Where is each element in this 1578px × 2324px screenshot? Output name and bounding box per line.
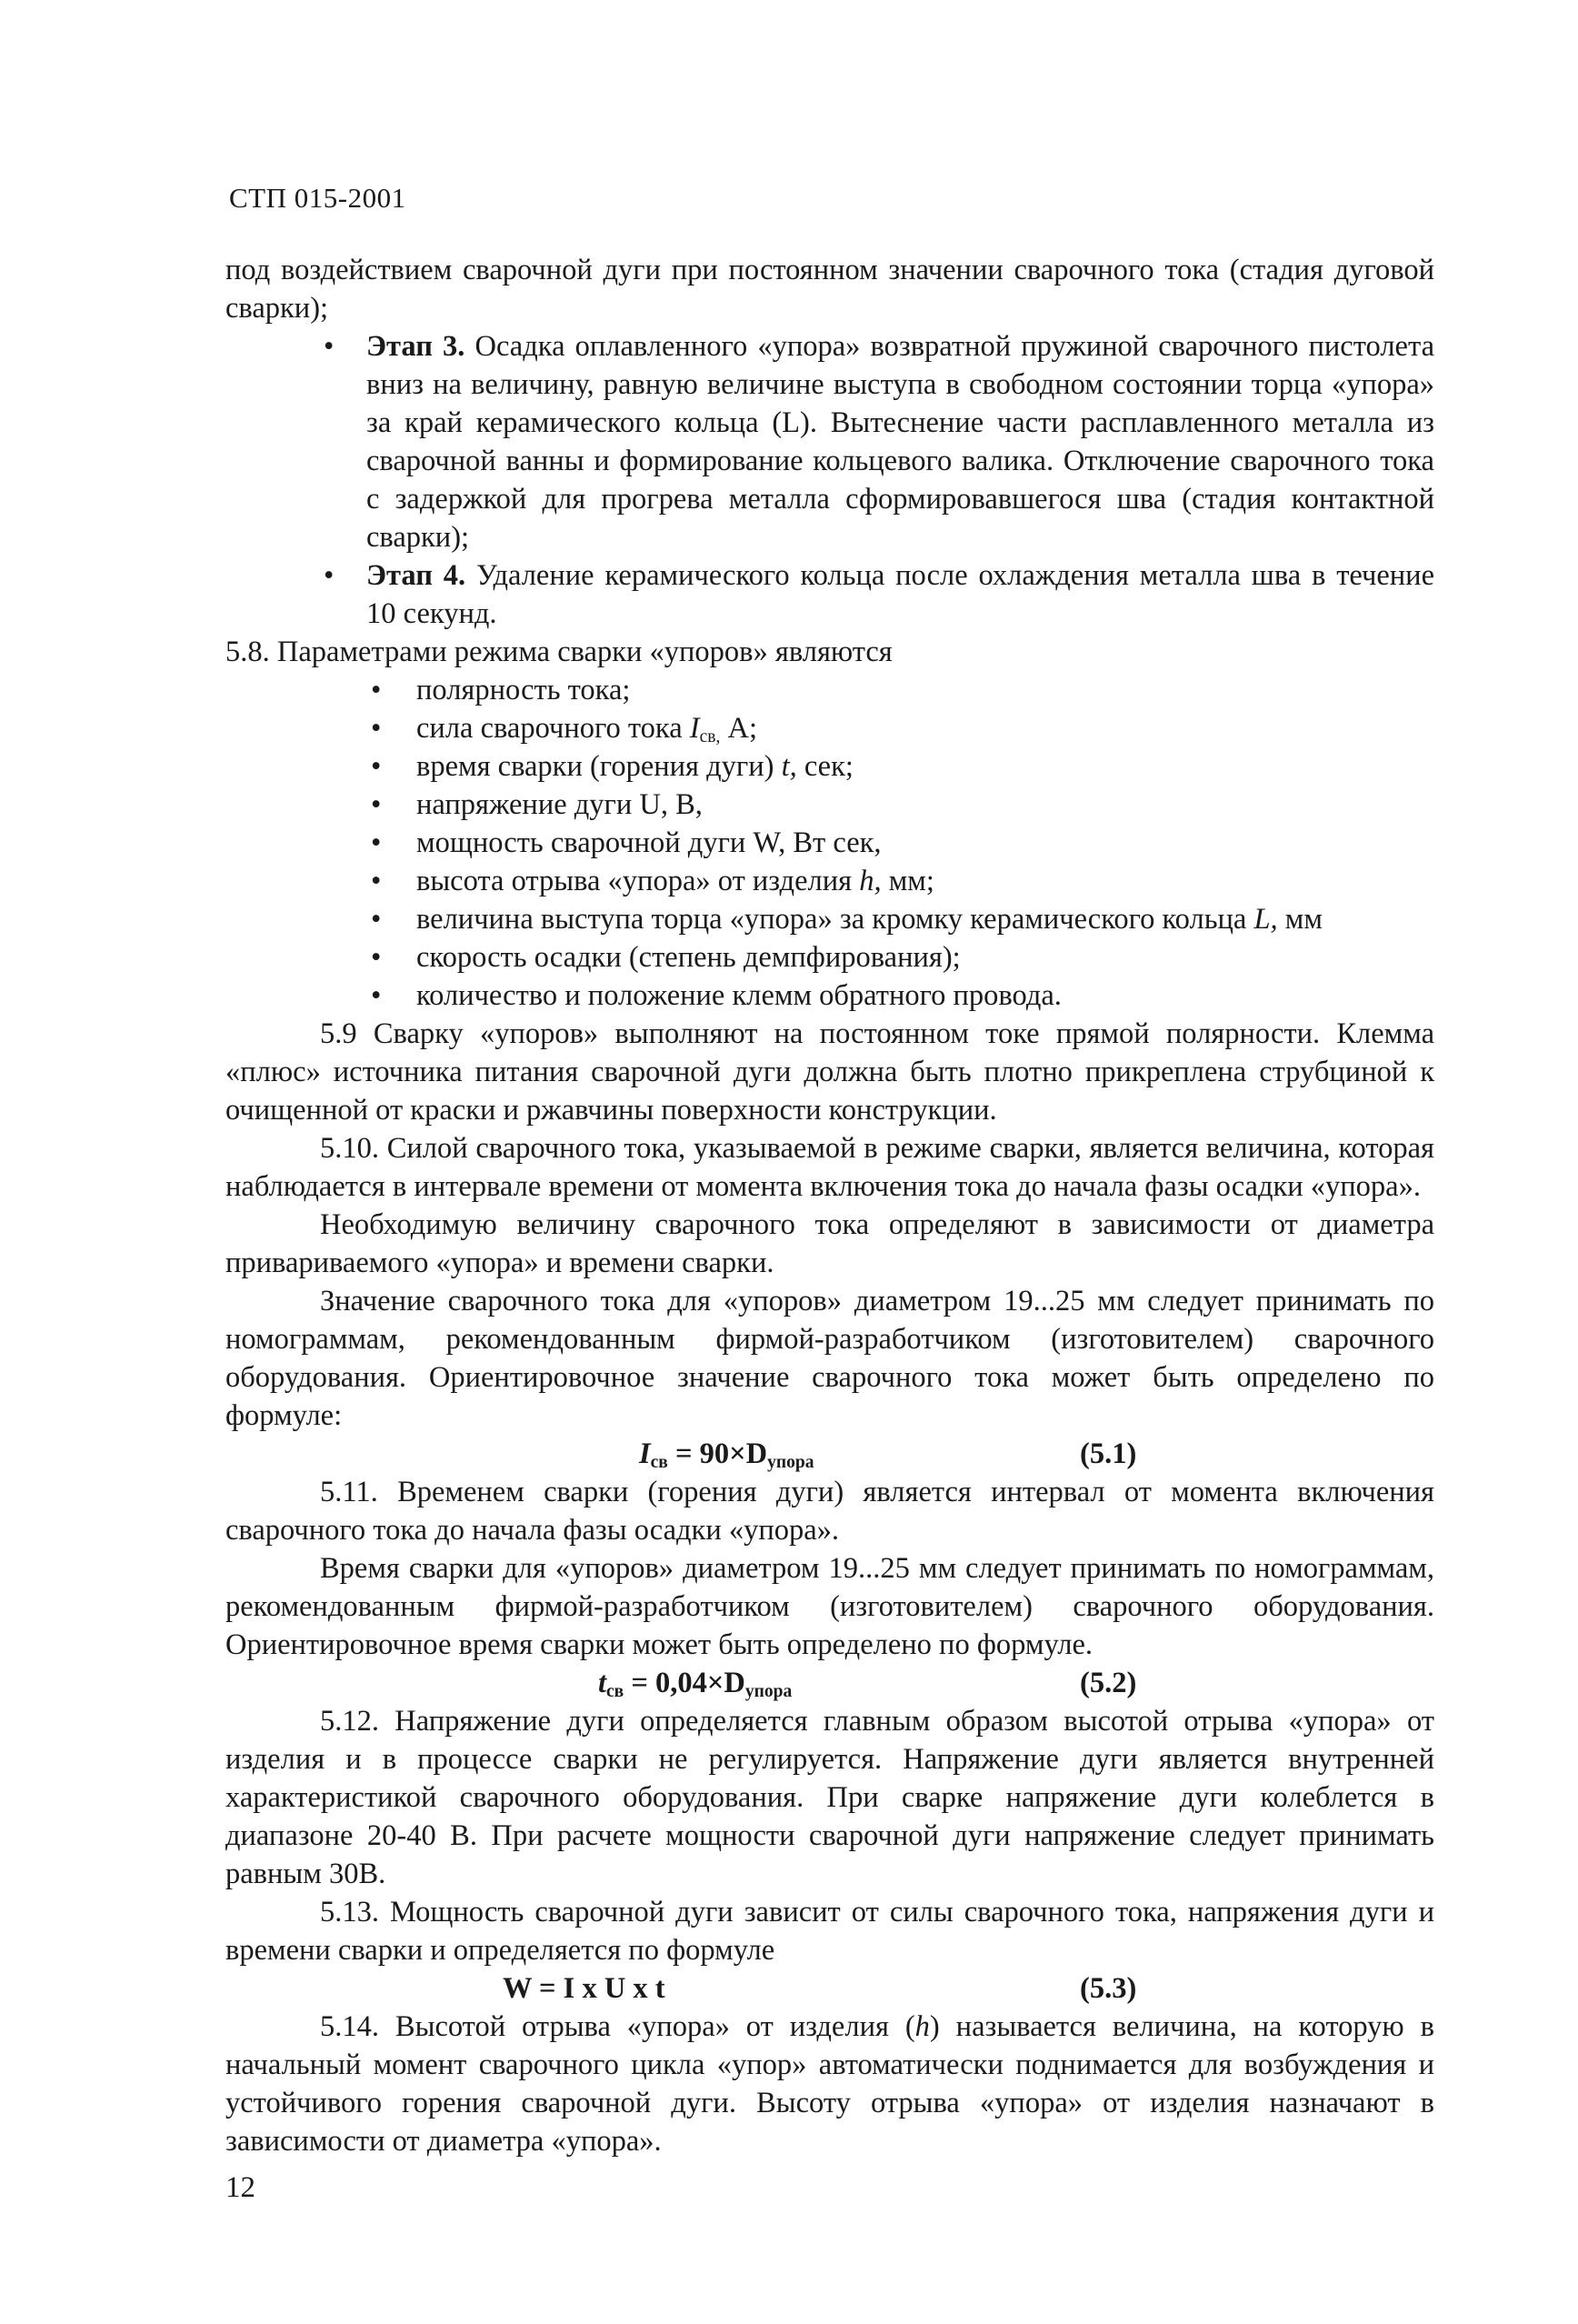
formula-expression: W = I x U x t xyxy=(503,1972,665,2005)
bullet-icon: • xyxy=(371,941,382,974)
stage-label: Этап 3. xyxy=(366,330,465,363)
bullet-icon: • xyxy=(324,330,335,363)
stage-3 xyxy=(225,327,1434,556)
formula-expression: $t_{св} = 0,04\times D_{упора}$ xyxy=(598,1667,793,1701)
bullet-icon: • xyxy=(371,712,382,745)
formula-expression: $I_{св} = 90\times D_{упора}$ xyxy=(639,1437,814,1472)
document-body xyxy=(225,251,1434,2160)
list-item: • время сварки (горения дуги) t, сек; xyxy=(225,747,1434,786)
list-item: • количество и положение клемм обратного провода. xyxy=(225,977,1434,1015)
section-5-8-title: 5.8. Параметрами режима сварки «упоров» являются xyxy=(225,636,893,668)
continued-text: под воздействием сварочной дуги при постоянном значении сварочного тока (стадия дуговой сварки); xyxy=(225,254,1434,325)
formula-5-3 xyxy=(225,1969,1434,2008)
paragraph-5-13: 5.13. Мощность сварочной дуги зависит от силы сварочного тока, напряжения дуги и времени сварки и определяется по формуле xyxy=(225,1896,1434,1967)
list-item: • скорость осадки (степень демпфирования); xyxy=(225,938,1434,977)
page-number: 12 xyxy=(225,2171,255,2204)
bullet-icon: • xyxy=(371,674,382,706)
list-item: • высота отрыва «упора» от изделия h, мм; xyxy=(225,862,1434,900)
list-item: • напряжение дуги U, В, xyxy=(225,786,1434,824)
list-item: • мощность сварочной дуги W, Вт сек, xyxy=(225,824,1434,862)
formula-5-2 xyxy=(225,1664,1434,1702)
list-item: • полярность тока; xyxy=(225,671,1434,709)
paragraph-5-9: 5.9 Сварку «упоров» выполняют на постоянном токе прямой полярности. Клемма «плюс» источника питания сварочной дуги должна быть плотно прикреплена струбциной к очищенной от краски и ржавчины поверхности конструкции. xyxy=(225,1017,1434,1127)
paragraph-5-10: 5.10. Силой сварочного тока, указываемой в режиме сварки, является величина, которая наблюдается в интервале времени от момента включения тока до начала фазы осадки «упора». xyxy=(225,1132,1434,1203)
stage-label: Этап 4. xyxy=(366,559,466,592)
stage-text: Осадка оплавленного «упора» возвратной пружиной сварочного пистолета вниз на величину, равную величине выступа в свободном состоянии торца «упора» за край керамического кольца (L). Вытеснение части расплавленного металла из сварочной ванны и формирование кольцевого валика. Отключение сварочного тока с задержкой для прогрева металла сформировавшегося шва (стадия контактной сварки); xyxy=(366,330,1434,554)
formula-number: (5.2) xyxy=(1080,1667,1137,1699)
paragraph-5-10-b: Необходимую величину сварочного тока определяют в зависимости от диаметра привариваемого «упора» и времени сварки. xyxy=(225,1208,1434,1279)
bullet-icon: • xyxy=(371,979,382,1012)
bullet-icon: • xyxy=(371,865,382,897)
document-code: СТП 015-2001 xyxy=(229,182,406,214)
parameters-list xyxy=(225,671,1434,1015)
bullet-icon: • xyxy=(324,559,335,592)
formula-number: (5.1) xyxy=(1080,1437,1137,1470)
paragraph-5-10-c: Значение сварочного тока для «упоров» диаметром 19...25 мм следует принимать по номограммам, рекомендованным фирмой-разработчиком (изготовителем) сварочного оборудования. Ориентировочное значение сварочного тока может быть определено по формуле: xyxy=(225,1285,1434,1432)
bullet-icon: • xyxy=(371,788,382,821)
bullet-icon: • xyxy=(371,826,382,859)
paragraph-5-11: 5.11. Временем сварки (горения дуги) является интервал от момента включения сварочного тока до начала фазы осадки «упора». xyxy=(225,1476,1434,1547)
stage-text: Удаление керамического кольца после охлаждения металла шва в течение 10 секунд. xyxy=(366,559,1434,630)
formula-5-1 xyxy=(225,1435,1434,1473)
paragraph-5-14: 5.14. Высотой отрыва «упора» от изделия (h) называется величина, на которую в начальный момент сварочного цикла «упор» автоматически поднимается для возбуждения и устойчивого горения сварочной дуги. Высоту отрыва «упора» от изделия назначают в зависимости от диаметра «упора». xyxy=(225,2010,1434,2158)
list-item: • величина выступа торца «упора» за кромку керамического кольца L, мм xyxy=(225,900,1434,938)
paragraph-5-12: 5.12. Напряжение дуги определяется главным образом высотой отрыва «упора» от изделия и в процессе сварки не регулируется. Напряжение дуги является внутренней характеристикой сварочного оборудования. При сварке напряжение дуги колеблется в диапазоне 20-40 В. При расчете мощности сварочной дуги напряжение следует принимать равным 30В. xyxy=(225,1705,1434,1890)
paragraph-5-11-b: Время сварки для «упоров» диаметром 19...25 мм следует принимать по номограммам, рекомендованным фирмой-разработчиком (изготовителем) сварочного оборудования. Ориентировочное время сварки может быть определено по формуле. xyxy=(225,1552,1434,1661)
bullet-icon: • xyxy=(371,903,382,936)
stage-4 xyxy=(225,556,1434,633)
bullet-icon: • xyxy=(371,750,382,783)
formula-number: (5.3) xyxy=(1080,1972,1137,2005)
list-item: • сила сварочного тока $I_{св,}$ А; xyxy=(225,709,1434,747)
